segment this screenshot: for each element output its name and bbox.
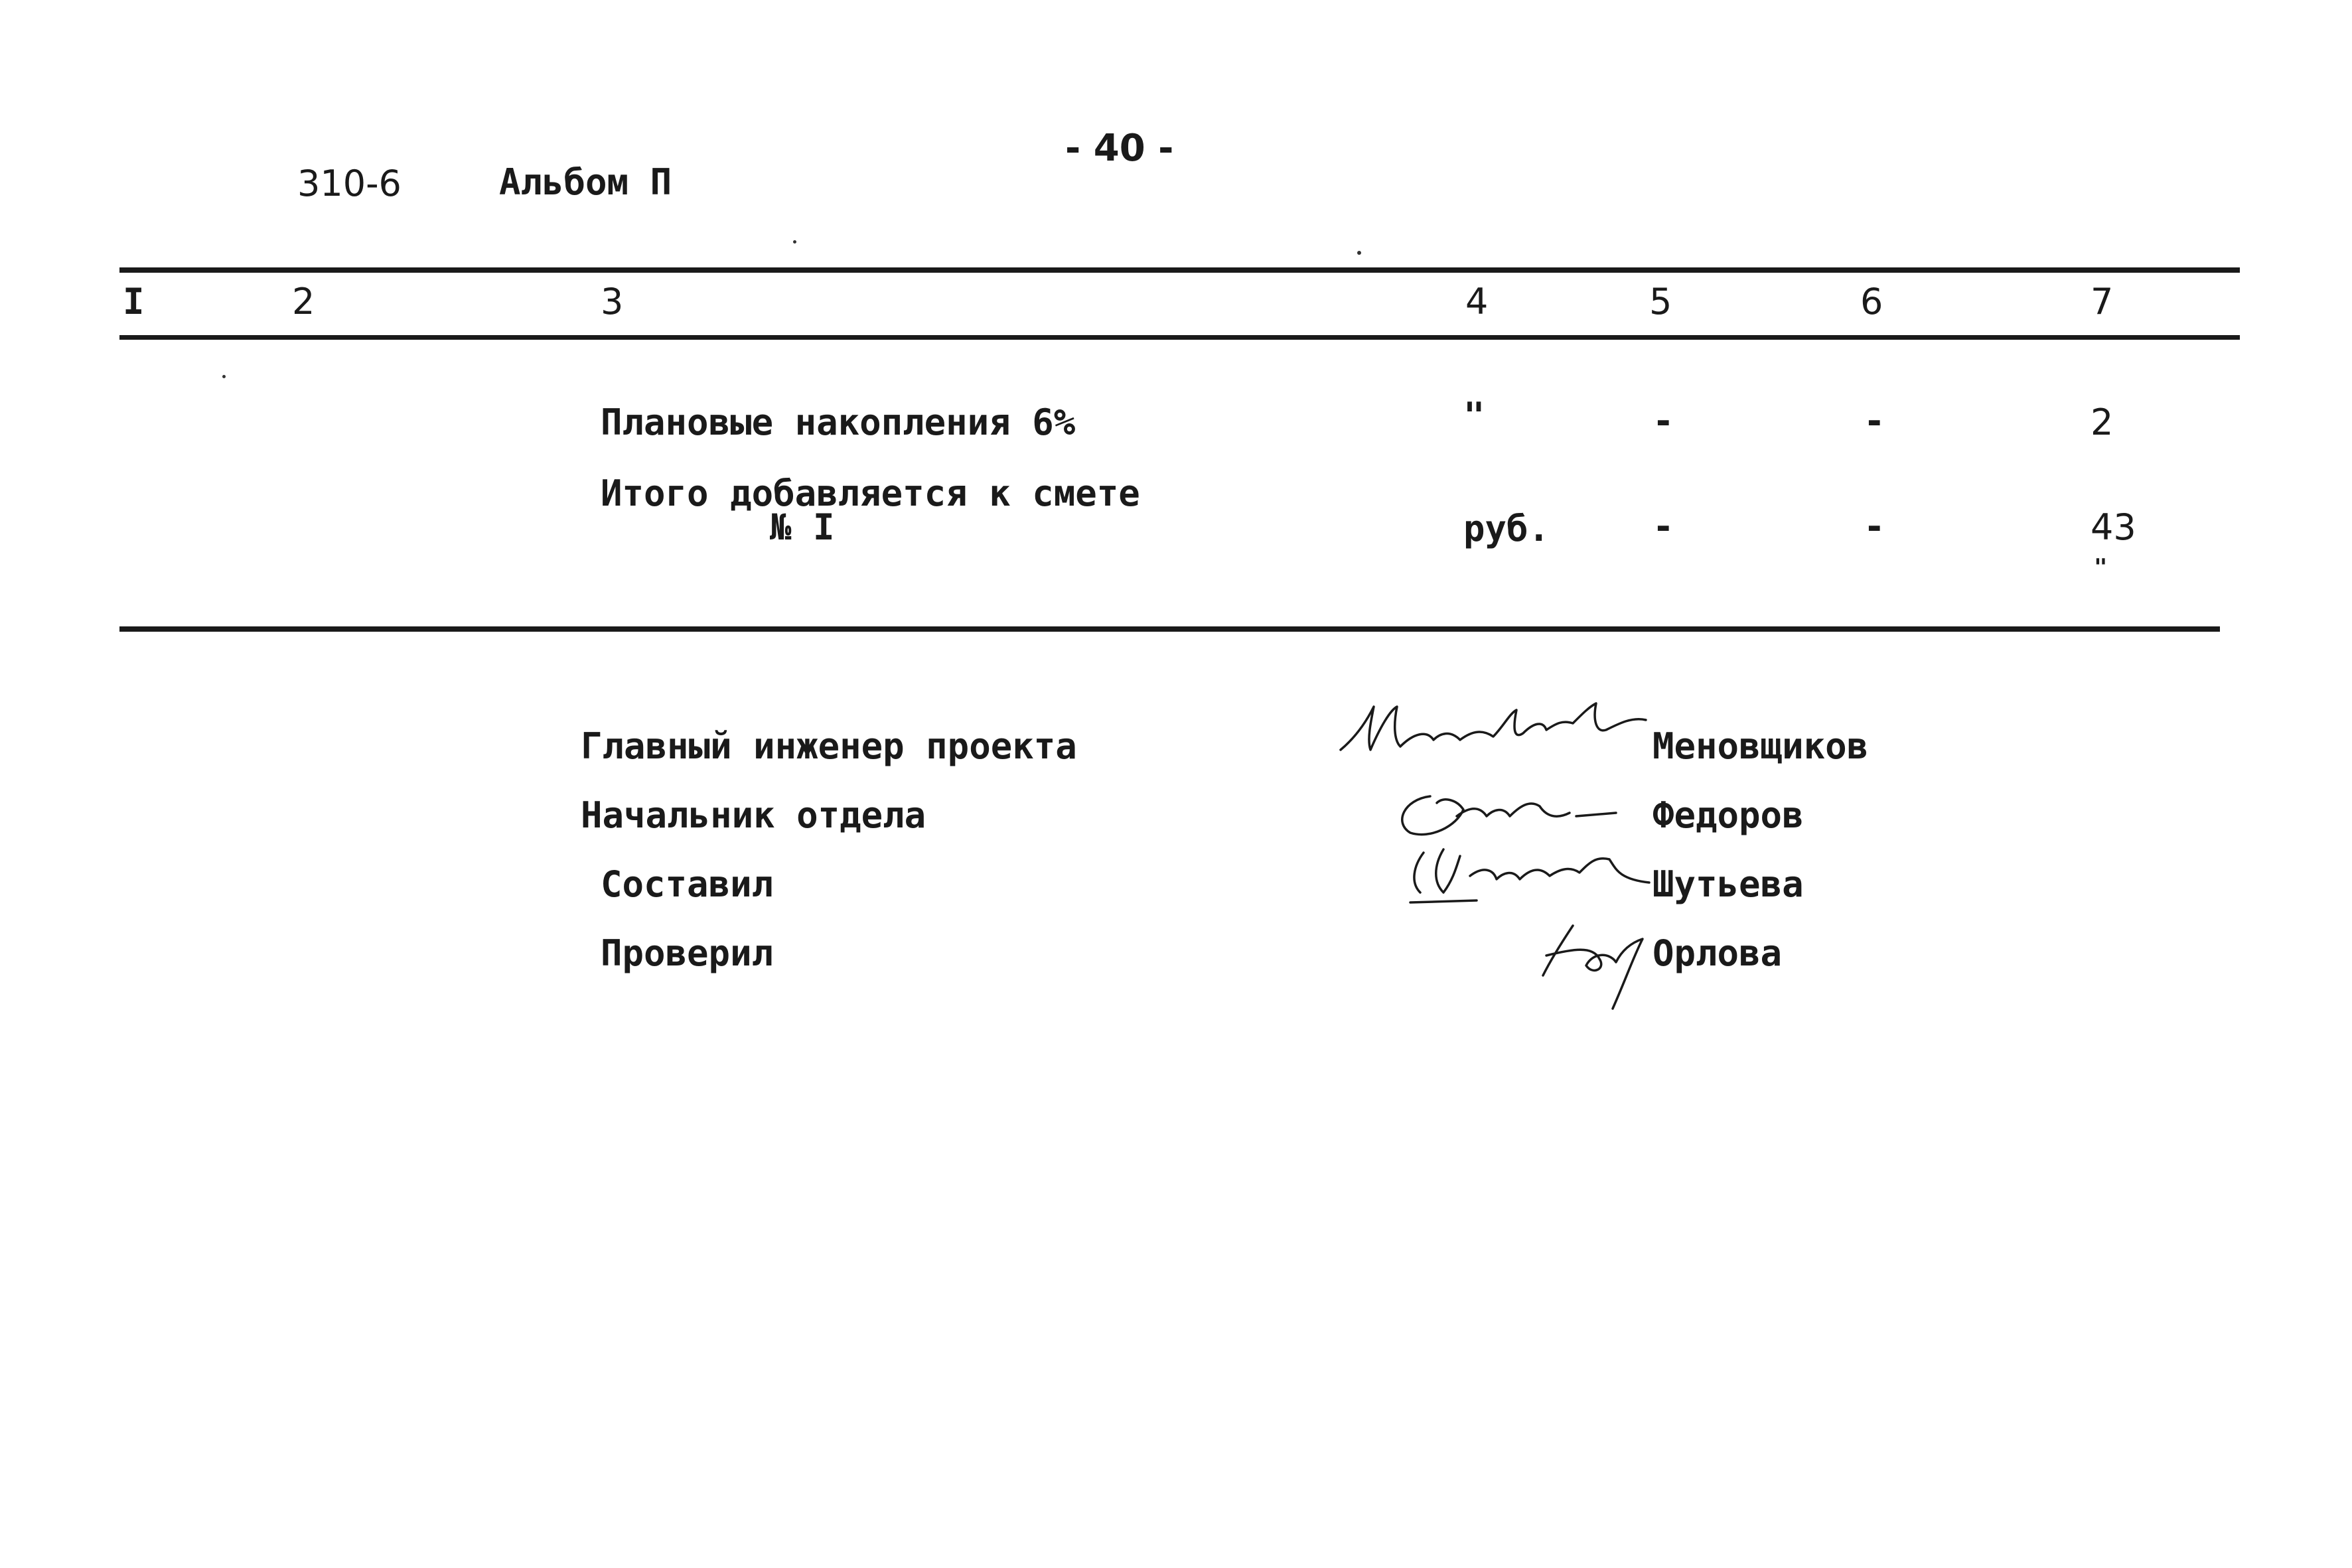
table-bottom-rule (119, 626, 2220, 632)
row-value-mark: " (2094, 554, 2108, 581)
row-description-line1: Итого добавляется к смете (601, 472, 1140, 514)
page-number: - 40 - (1065, 127, 1174, 170)
handwritten-signature-1 (1334, 693, 1659, 766)
speck (793, 240, 796, 244)
table-top-rule (119, 267, 2240, 273)
column-number-6: 6 (1860, 281, 1883, 322)
signature-role-checked-by: Проверил (601, 932, 774, 974)
signature-role-department-head: Начальник отдела (581, 794, 926, 836)
album-title: Альбом П (499, 161, 672, 203)
row-value: 43 (2091, 506, 2136, 548)
document-code: 310-6 (297, 163, 402, 204)
signature-name: Орлова (1653, 932, 1783, 974)
signature-name: Федоров (1653, 794, 1804, 836)
signature-role-chief-engineer: Главный инженер проекта (581, 725, 1077, 767)
column-number-3: 3 (601, 281, 624, 322)
table-header-rule (119, 335, 2240, 340)
row-unit: " (1463, 395, 1485, 437)
column-number-5: 5 (1649, 281, 1672, 322)
signature-name: Меновщиков (1653, 725, 1869, 767)
handwritten-signature-2 (1390, 780, 1629, 846)
column-number-1: I (123, 281, 145, 322)
column-number-7: 7 (2091, 281, 2114, 322)
row-col6: - (1864, 400, 1885, 442)
row-description-line2: № I (770, 506, 835, 548)
column-number-4: 4 (1465, 281, 1489, 322)
column-number-2: 2 (292, 281, 315, 322)
row-unit: руб. (1463, 508, 1550, 549)
row-col5: - (1653, 400, 1674, 442)
row-description: Плановые накопления 6% (601, 401, 1076, 443)
speck (1357, 251, 1361, 255)
row-col5: - (1653, 506, 1674, 547)
handwritten-signature-3 (1397, 839, 1656, 912)
row-value: 2 (2091, 401, 2114, 443)
signature-role-compiled-by: Составил (601, 863, 774, 905)
row-col6: - (1864, 506, 1885, 547)
speck (222, 375, 226, 378)
signature-name: Шутьева (1653, 863, 1804, 905)
handwritten-signature-4 (1533, 912, 1659, 1012)
